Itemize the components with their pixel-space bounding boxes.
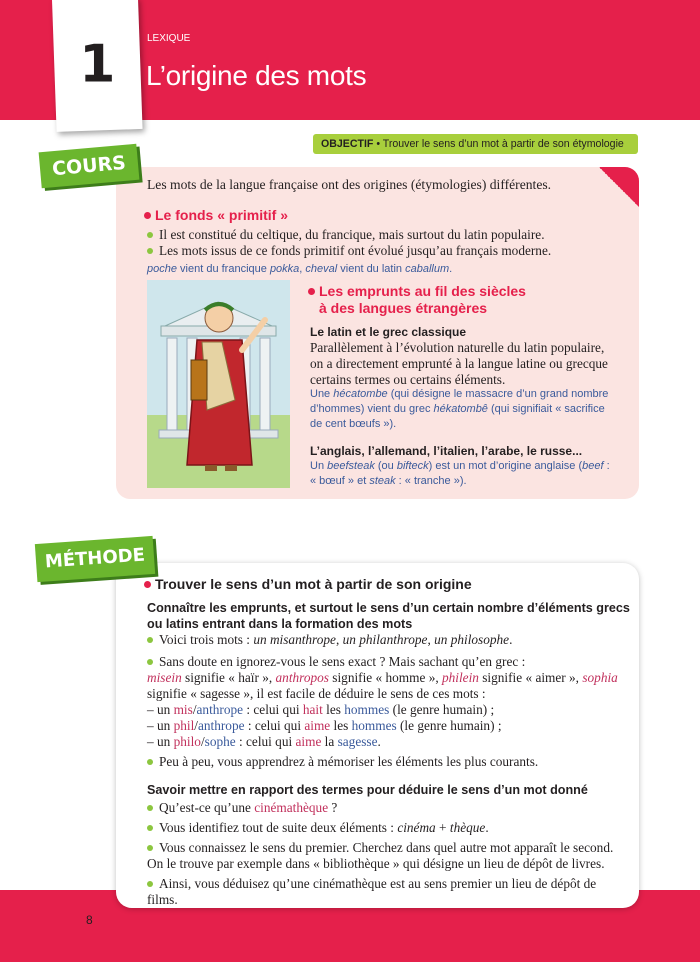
latin-example-3: de cent bœufs »).: [310, 418, 397, 430]
emprunts-heading-line2: à des langues étrangères: [319, 300, 488, 316]
chapter-number-tab: [52, 0, 143, 132]
latin-example-1: Une hécatombe (qui désigne le massacre d’un grand nombre: [310, 388, 609, 400]
fonds-example: poche vient du francique pokka, cheval vient du latin caballum.: [147, 263, 453, 275]
bullet-icon: [147, 845, 153, 851]
methode-p2b: misein signifie « haïr », anthropos signifie « homme », philein signifie « aimer », sophia: [147, 670, 618, 685]
methode-q4b: films.: [147, 892, 178, 907]
corner-fold: [599, 167, 639, 207]
fonds-bullet-2: Les mots issus de ce fonds primitif ont évolué jusqu’au français moderne.: [147, 243, 551, 259]
roman-figure-illustration: [147, 280, 290, 488]
bullet-icon: [147, 659, 153, 665]
methode-q1: Qu’est-ce qu’une cinémathèque ?: [147, 800, 337, 816]
bullet-icon: [144, 212, 151, 219]
bullet-icon: [308, 288, 315, 295]
bullet-icon: [147, 825, 153, 831]
section-kicker: LEXIQUE: [147, 33, 191, 44]
emprunts-heading-line1: Les emprunts au fil des siècles: [308, 283, 526, 299]
methode-p2c: signifie « sagesse », il est facile de déduire le sens de ces mots :: [147, 686, 486, 701]
objective-text: • Trouver le sens d’un mot à partir de son étymologie: [373, 138, 624, 150]
methode-sub2: Savoir mettre en rapport des termes pour déduire le sens d’un mot donné: [147, 783, 588, 797]
anglais-example-2: « bœuf » et steak : « tranche »).: [310, 475, 467, 487]
cours-intro: Les mots de la langue française ont des origines (étymologies) différentes.: [147, 177, 552, 192]
methode-q4: Ainsi, vous déduisez qu’une cinémathèque est au sens premier un lieu de dépôt de: [147, 876, 596, 892]
objective-banner: [313, 134, 638, 154]
bullet-icon: [147, 881, 153, 887]
latin-example-2: d’hommes) vient du grec hékatombê (qui signifiait « sacrifice: [310, 403, 605, 415]
bullet-icon: [147, 759, 153, 765]
cours-tag: COURS: [39, 144, 140, 188]
latin-line-3: certains termes ou certains éléments.: [310, 372, 506, 387]
bullet-icon: [144, 581, 151, 588]
chapter-number: 1: [79, 34, 116, 95]
methode-list-1: – un mis/anthrope : celui qui hait les hommes (le genre humain) ;: [147, 702, 495, 717]
anglais-heading: L’anglais, l’allemand, l’italien, l’arabe, le russe...: [310, 444, 583, 458]
page-number: 8: [86, 913, 93, 927]
methode-heading: Trouver le sens d’un mot à partir de son origine: [144, 576, 472, 592]
methode-sub1-line2: ou latins entrant dans la formation des mots: [147, 617, 413, 631]
fonds-heading: Le fonds « primitif »: [144, 207, 288, 223]
bullet-icon: [147, 232, 153, 238]
methode-tag: MÉTHODE: [35, 536, 155, 582]
methode-q3b: On le trouve par exemple dans « bibliothèque » qui désigne un lieu de dépôt de livres.: [147, 856, 605, 871]
latin-line-1: Parallèlement à l’évolution naturelle du latin populaire,: [310, 340, 605, 355]
bullet-icon: [147, 637, 153, 643]
methode-list-3: – un philo/sophe : celui qui aime la sagesse.: [147, 734, 381, 749]
methode-p2: Sans doute en ignorez-vous le sens exact ? Mais sachant qu’en grec :: [147, 654, 525, 670]
latin-line-2: on a directement emprunté à la langue latine ou grecque: [310, 356, 608, 371]
latin-heading: Le latin et le grec classique: [310, 325, 467, 339]
methode-q3: Vous connaissez le sens du premier. Cherchez dans quel autre mot apparaît le second.: [147, 840, 613, 856]
methode-sub1-line1: Connaître les emprunts, et surtout le sens d’un certain nombre d’éléments grecs: [147, 601, 630, 615]
methode-p3: Peu à peu, vous apprendrez à mémoriser les éléments les plus courants.: [147, 754, 538, 770]
bullet-icon: [147, 248, 153, 254]
page-title: L’origine des mots: [146, 60, 367, 91]
bullet-icon: [147, 805, 153, 811]
anglais-example-1: Un beefsteak (ou bifteck) est un mot d’origine anglaise (beef :: [310, 460, 610, 472]
methode-q2: Vous identifiez tout de suite deux éléments : cinéma + thèque.: [147, 820, 489, 836]
fonds-bullet-1: Il est constitué du celtique, du francique, mais surtout du latin populaire.: [147, 227, 545, 243]
objective-label: OBJECTIF: [321, 138, 374, 150]
methode-p1: Voici trois mots : un misanthrope, un philanthrope, un philosophe.: [147, 632, 512, 648]
methode-list-2: – un phil/anthrope : celui qui aime les hommes (le genre humain) ;: [147, 718, 502, 733]
